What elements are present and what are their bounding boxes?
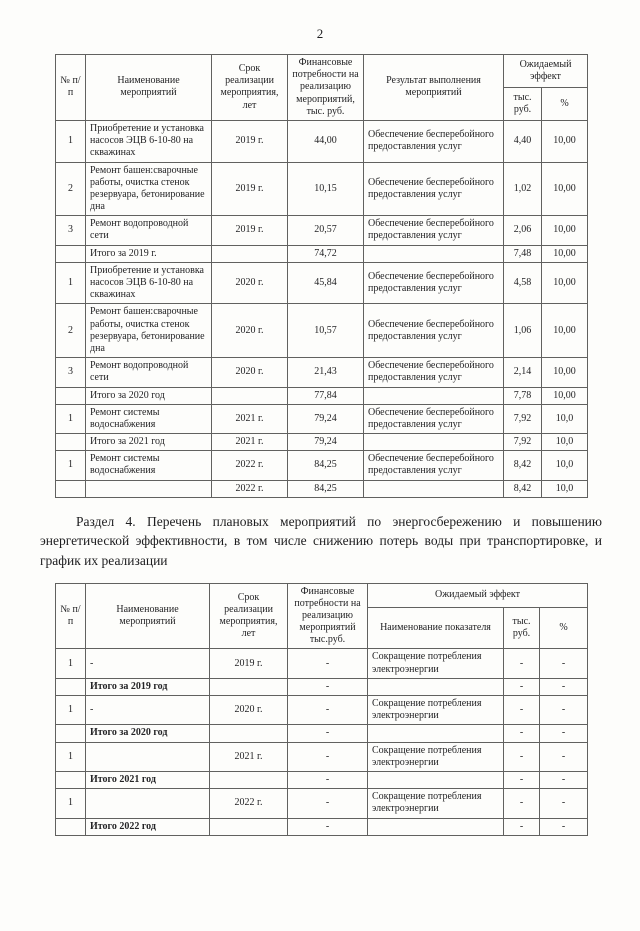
table-cell: 10,0 <box>542 451 588 480</box>
table-cell: 21,43 <box>288 358 364 387</box>
table-cell: 10,00 <box>542 245 588 262</box>
table-row <box>56 304 588 358</box>
table-cell: - <box>504 696 540 725</box>
table-cell: Обеспечение бесперебойного предоставления услуг <box>364 162 504 216</box>
table-cell: 10,00 <box>542 262 588 304</box>
col-header-percent: % <box>540 607 588 649</box>
table-cell: Обеспечение бесперебойного предоставления услуг <box>364 358 504 387</box>
table-row <box>56 404 588 433</box>
table-cell: 1 <box>56 120 86 162</box>
table-cell <box>212 245 288 262</box>
table-cell: - <box>86 696 210 725</box>
table-row <box>56 480 588 497</box>
table-row <box>56 162 588 216</box>
table-cell: Итого за 2021 год <box>86 434 212 451</box>
table-cell: - <box>504 649 540 678</box>
col-header-effect: Ожидаемый эффект <box>504 55 588 88</box>
table-cell: Сокращение потребления электроэнергии <box>368 649 504 678</box>
table-cell: 2022 г. <box>212 480 288 497</box>
table-cell <box>212 387 288 404</box>
col-header-result: Результат выполнения мероприятий <box>364 55 504 121</box>
table-cell: Сокращение потребления электроэнергии <box>368 742 504 771</box>
table-cell: 2020 г. <box>212 304 288 358</box>
col-header-name: Наименование мероприятий <box>86 583 210 649</box>
table-cell: Ремонт системы водоснабжения <box>86 404 212 433</box>
table-cell: 10,00 <box>542 387 588 404</box>
table-cell <box>210 678 288 695</box>
table-cell: Итого 2022 год <box>86 818 210 835</box>
table-cell: 10,57 <box>288 304 364 358</box>
table-row <box>56 434 588 451</box>
table-cell: 4,58 <box>504 262 542 304</box>
table-row <box>56 358 588 387</box>
table-cell: Итого за 2020 год <box>86 387 212 404</box>
table-cell: 1 <box>56 649 86 678</box>
table-cell: Обеспечение бесперебойного предоставления услуг <box>364 404 504 433</box>
table-cell: - <box>86 649 210 678</box>
table-row <box>56 216 588 245</box>
table-cell: 2022 г. <box>210 789 288 818</box>
table-cell: 2021 г. <box>212 404 288 433</box>
table-cell: - <box>288 649 368 678</box>
table-cell: 10,00 <box>542 162 588 216</box>
table-cell: 3 <box>56 216 86 245</box>
table-cell: Итого за 2020 год <box>86 725 210 742</box>
table-cell <box>368 818 504 835</box>
table-cell: 1,02 <box>504 162 542 216</box>
table-cell: Обеспечение бесперебойного предоставления услуг <box>364 120 504 162</box>
table-cell: - <box>540 725 588 742</box>
table-cell: - <box>540 789 588 818</box>
table-row <box>56 120 588 162</box>
table-cell: 77,84 <box>288 387 364 404</box>
table-cell: Сокращение потребления электроэнергии <box>368 696 504 725</box>
measures-table-2019-2022 <box>55 54 588 498</box>
table-cell: - <box>540 771 588 788</box>
table-cell: 2 <box>56 162 86 216</box>
table-cell: - <box>504 818 540 835</box>
table-cell: Приобретение и установка насосов ЭЦВ 6-10-80 на скважинах <box>86 120 212 162</box>
table-row <box>56 725 588 742</box>
table-cell: - <box>504 771 540 788</box>
table-cell: - <box>504 725 540 742</box>
table-cell: - <box>288 789 368 818</box>
energy-saving-table <box>55 583 588 836</box>
table-cell: 2019 г. <box>210 649 288 678</box>
table-cell: 2019 г. <box>212 120 288 162</box>
table-row <box>56 789 588 818</box>
table-cell: Приобретение и установка насосов ЭЦВ 6-10-80 на скважинах <box>86 262 212 304</box>
page-number: 2 <box>316 26 324 41</box>
table-cell: - <box>288 771 368 788</box>
table-cell: 20,57 <box>288 216 364 245</box>
table-cell: - <box>288 742 368 771</box>
table-cell: - <box>540 818 588 835</box>
table-cell: - <box>540 649 588 678</box>
table-cell <box>56 434 86 451</box>
table-cell: 10,00 <box>542 216 588 245</box>
table-cell: 1 <box>56 789 86 818</box>
table-cell <box>364 480 504 497</box>
table-cell: Итого 2021 год <box>86 771 210 788</box>
table-cell: 1 <box>56 451 86 480</box>
table-cell: 10,0 <box>542 480 588 497</box>
table-cell: Ремонт башен:сварочные работы, очистка стенок резервуара, бетонирование дна <box>86 304 212 358</box>
col-header-percent: % <box>542 87 588 120</box>
table-cell: - <box>504 678 540 695</box>
table-cell: Ремонт водопроводной сети <box>86 358 212 387</box>
table-cell: Итого за 2019 год <box>86 678 210 695</box>
table-cell: 45,84 <box>288 262 364 304</box>
table-cell: 2021 г. <box>210 742 288 771</box>
table-cell <box>364 387 504 404</box>
col-header-tys-rub: тыс. руб. <box>504 87 542 120</box>
table-cell: 2022 г. <box>212 451 288 480</box>
table-cell <box>210 725 288 742</box>
table-cell: 10,00 <box>542 358 588 387</box>
table-cell: - <box>540 678 588 695</box>
table-cell: - <box>540 742 588 771</box>
table-cell: 7,92 <box>504 404 542 433</box>
table-cell <box>86 789 210 818</box>
table-cell: Сокращение потребления электроэнергии <box>368 789 504 818</box>
col-header-fin: Финансовые потребности на реализацию мероприятий, тыс. руб. <box>288 55 364 121</box>
table-cell: Обеспечение бесперебойного предоставления услуг <box>364 304 504 358</box>
table-cell: 2 <box>56 304 86 358</box>
table-cell: 7,78 <box>504 387 542 404</box>
table-cell: Обеспечение бесперебойного предоставления услуг <box>364 451 504 480</box>
table-cell: - <box>540 696 588 725</box>
table-cell <box>56 771 86 788</box>
table-cell <box>56 678 86 695</box>
table-cell <box>56 480 86 497</box>
table-row <box>56 649 588 678</box>
table-cell <box>364 434 504 451</box>
table-cell <box>86 742 210 771</box>
table-cell: 10,15 <box>288 162 364 216</box>
table-cell <box>368 771 504 788</box>
table-cell <box>368 678 504 695</box>
table-cell <box>86 480 212 497</box>
table-row <box>56 771 588 788</box>
table-row <box>56 818 588 835</box>
table-row <box>56 451 588 480</box>
table-cell: - <box>504 789 540 818</box>
table-cell: 1 <box>56 742 86 771</box>
table-row <box>56 387 588 404</box>
table-cell: 2020 г. <box>210 696 288 725</box>
table-cell: 10,00 <box>542 304 588 358</box>
table1-body <box>56 120 588 497</box>
table-cell <box>56 245 86 262</box>
table-cell: Обеспечение бесперебойного предоставления услуг <box>364 262 504 304</box>
table-cell: 79,24 <box>288 404 364 433</box>
col-header-fin: Финансовые потребности на реализацию мероприятий тыс.руб. <box>288 583 368 649</box>
table-cell <box>210 771 288 788</box>
col-header-term: Срок реализации мероприятия, лет <box>212 55 288 121</box>
table-cell: 44,00 <box>288 120 364 162</box>
table-cell: 2019 г. <box>212 216 288 245</box>
col-header-num: № п/п <box>56 55 86 121</box>
table-cell: 1 <box>56 696 86 725</box>
table-cell: 79,24 <box>288 434 364 451</box>
table-cell: 10,0 <box>542 434 588 451</box>
table-cell: Итого за 2019 г. <box>86 245 212 262</box>
table-cell: 7,48 <box>504 245 542 262</box>
table-cell: 84,25 <box>288 451 364 480</box>
table-row <box>56 742 588 771</box>
col-header-indicator: Наименование показателя <box>368 607 504 649</box>
table-cell <box>56 725 86 742</box>
table-row <box>56 262 588 304</box>
table1-header <box>56 55 588 121</box>
table-row <box>56 245 588 262</box>
table-cell: 2020 г. <box>212 262 288 304</box>
table-cell: 1 <box>56 262 86 304</box>
table-cell: 4,40 <box>504 120 542 162</box>
table-cell: 1,06 <box>504 304 542 358</box>
table-cell: - <box>288 725 368 742</box>
table-cell: 2019 г. <box>212 162 288 216</box>
table-cell: 10,0 <box>542 404 588 433</box>
table-cell: 7,92 <box>504 434 542 451</box>
table-cell: Ремонт башен:сварочные работы, очистка стенок резервуара, бетонирование дна <box>86 162 212 216</box>
table-cell: 2021 г. <box>212 434 288 451</box>
col-header-name: Наименование мероприятий <box>86 55 212 121</box>
table-cell: 2020 г. <box>212 358 288 387</box>
table-cell <box>368 725 504 742</box>
table-cell: - <box>288 696 368 725</box>
col-header-effect: Ожидаемый эффект <box>368 583 588 607</box>
table-cell: 84,25 <box>288 480 364 497</box>
table-row <box>56 696 588 725</box>
table-cell: 2,14 <box>504 358 542 387</box>
table-cell <box>210 818 288 835</box>
col-header-tys-rub: тыс. руб. <box>504 607 540 649</box>
table-cell: 74,72 <box>288 245 364 262</box>
table-cell: 2,06 <box>504 216 542 245</box>
table-cell: 1 <box>56 404 86 433</box>
table-cell: Ремонт системы водоснабжения <box>86 451 212 480</box>
table-cell: 8,42 <box>504 451 542 480</box>
table-cell: 3 <box>56 358 86 387</box>
table-cell: 8,42 <box>504 480 542 497</box>
table-cell <box>56 818 86 835</box>
table-cell: Обеспечение бесперебойного предоставления услуг <box>364 216 504 245</box>
table-cell: 10,00 <box>542 120 588 162</box>
table-cell: - <box>288 678 368 695</box>
section-4-title: Раздел 4. Перечень плановых мероприятий по энергосбережению и повышению энергетической эффективности, в том числе снижению потерь воды при транспортировке, и график их реализации <box>40 513 602 568</box>
table-cell: Ремонт водопроводной сети <box>86 216 212 245</box>
col-header-num: № п/п <box>56 583 86 649</box>
table-cell: - <box>288 818 368 835</box>
table2-header <box>56 583 588 649</box>
table-cell <box>56 387 86 404</box>
table-cell <box>364 245 504 262</box>
table-row <box>56 678 588 695</box>
col-header-term: Срок реализации мероприятия, лет <box>210 583 288 649</box>
table2-body <box>56 649 588 835</box>
table-cell: - <box>504 742 540 771</box>
